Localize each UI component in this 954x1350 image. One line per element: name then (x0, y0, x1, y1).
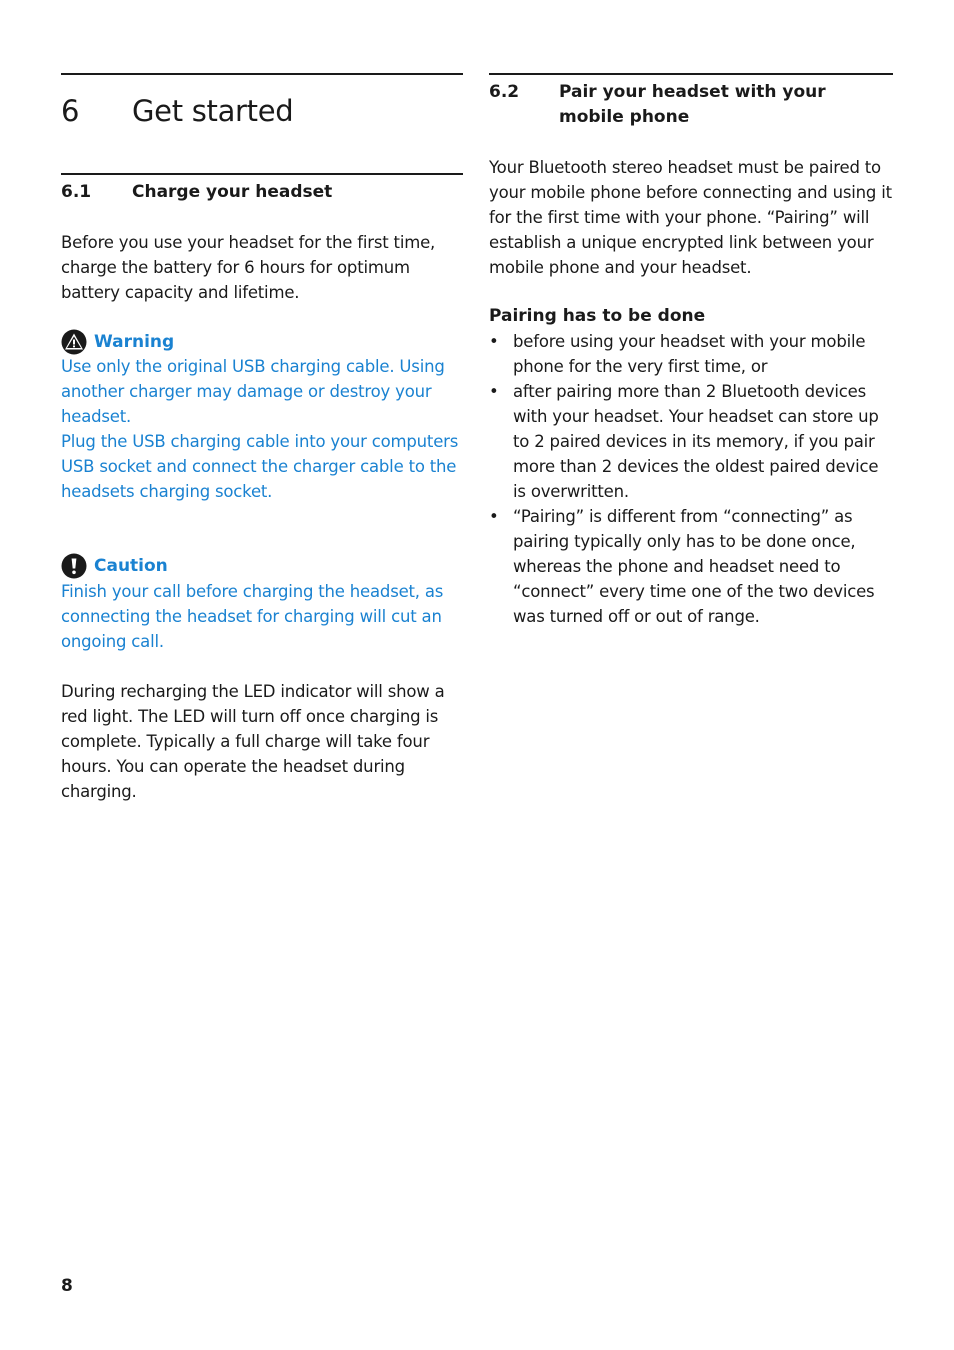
section-number: 6.1 (61, 182, 92, 202)
bullet-icon: • (489, 507, 499, 526)
warning-heading (61, 329, 174, 355)
pair-intro: Your Bluetooth stereo headset must be paired to your mobile phone before connecting and using it for the first time with your phone. “Pairing” will establish a unique encrypted link between your mobile phone and your headset. (489, 158, 892, 277)
section-heading-charge (61, 180, 463, 205)
chapter-title-text: Get started (132, 94, 294, 128)
warning-icon (61, 329, 87, 355)
page-number: 8 (61, 1276, 73, 1296)
recharge-text: During recharging the LED indicator will show a red light. The LED will turn off once charging is complete. Typically a full charge will take four hours. You can operate the headset during charging. (61, 682, 445, 801)
warning-text-2: Plug the USB charging cable into your computers USB socket and connect the charger cable to the headsets charging socket. (61, 432, 459, 501)
bullet-icon: • (489, 332, 499, 351)
bullet-icon: • (489, 382, 499, 401)
section-title: Charge your headset (132, 182, 333, 202)
chapter-title (61, 94, 293, 128)
warning-title: Warning (94, 331, 175, 352)
list-item-text: before using your headset with your mobile phone for the very first time, or (513, 332, 866, 376)
section-heading-pair (489, 80, 893, 130)
chapter-rule (61, 73, 463, 75)
exclamation-icon (61, 553, 87, 579)
section-rule (489, 73, 893, 75)
section-number: 6.2 (489, 82, 520, 102)
caution-heading (61, 553, 168, 579)
section-rule (61, 173, 463, 175)
list-item (489, 504, 893, 629)
warning-text-1: Use only the original USB charging cable. Using another charger may damage or destroy your headset. (61, 357, 445, 426)
chapter-number: 6 (61, 94, 80, 128)
list-item-text: “Pairing” is different from “connecting” as pairing typically only has to be done once, whereas the phone and headset need to “connect” every time one of the two devices was turned off or out of range. (513, 507, 875, 626)
pairing-conditions-list (489, 329, 893, 629)
list-item-text: after pairing more than 2 Bluetooth devices with your headset. Your headset can store up to 2 paired devices in its memory, if you pair more than 2 devices the oldest paired device is overwritten. (513, 382, 879, 501)
list-item (489, 379, 893, 504)
list-item (489, 329, 893, 379)
caution-title: Caution (94, 555, 168, 576)
caution-text: Finish your call before charging the headset, as connecting the headset for charging will cut an ongoing call. (61, 582, 444, 651)
section-title: Pair your headset with your mobile phone (559, 82, 826, 127)
pairing-label: Pairing has to be done (489, 306, 706, 326)
charge-intro: Before you use your headset for the first time, charge the battery for 6 hours for optimum battery capacity and lifetime. (61, 233, 436, 302)
